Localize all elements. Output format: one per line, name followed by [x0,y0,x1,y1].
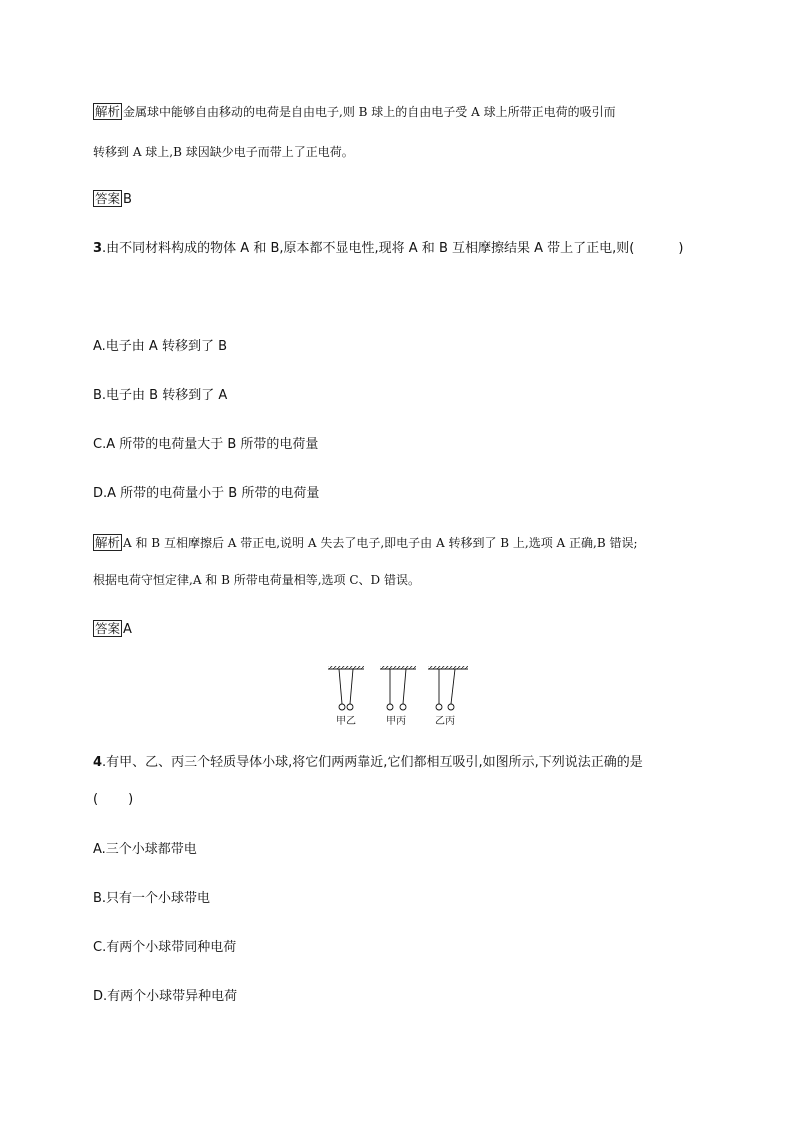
caption-pair-3: 乙丙 [435,716,455,727]
q3-option-b: B.电子由 B 转移到了 A [93,388,228,403]
ball-pair-2 [380,666,416,727]
question-text: .由不同材料构成的物体 A 和 B,原本都不显电性,现将 A 和 B 互相摩擦结果 A 带上了正电,则( [102,241,635,256]
q4-option-b: B.只有一个小球带电 [93,891,211,906]
question-number: 3 [93,241,103,256]
q3-analysis-line2: 根据电荷守恒定律,A 和 B 所带电荷量相等,选项 C、D 错误。 [93,573,420,587]
q2-answer [93,190,132,209]
q4-option-a: A.三个小球都带电 [93,842,197,857]
q3-analysis-line1 [93,534,638,553]
question-number: 4 [93,755,103,770]
suspended-balls-figure [326,664,472,732]
answer-value: B [123,192,132,207]
ball-pair-1 [328,666,364,727]
answer-value: A [123,622,132,637]
analysis-tag: 解析 [95,104,121,119]
caption-pair-2: 甲丙 [386,716,406,727]
paren-close: ) [128,792,134,807]
q4-option-c: C.有两个小球带同种电荷 [93,940,237,955]
analysis-tag: 解析 [95,535,121,550]
q4-stem [93,754,643,772]
q3-answer [93,620,132,639]
q3-option-a: A.电子由 A 转移到了 B [93,339,228,354]
analysis-text: A 和 B 互相摩擦后 A 带正电,说明 A 失去了电子,即电子由 A 转移到了 B 上,选项 A 正确,B 错误; [123,536,638,550]
q2-analysis-line1 [93,103,616,122]
analysis-text: 金属球中能够自由移动的电荷是自由电子,则 B 球上的自由电子受 A 球上所带正电荷的吸引而 [123,105,616,119]
paren-open: ( [93,792,99,807]
caption-pair-1: 甲乙 [336,716,356,727]
q4-answer-paren [93,791,133,809]
answer-tag: 答案 [95,621,121,636]
q3-option-d: D.A 所带的电荷量小于 B 所带的电荷量 [93,486,320,501]
q2-analysis-line2: 转移到 A 球上,B 球因缺少电子而带上了正电荷。 [93,145,354,159]
question-paren-close: ) [678,241,684,256]
q4-option-d: D.有两个小球带异种电荷 [93,989,238,1004]
answer-tag: 答案 [95,191,121,206]
q3-stem [93,240,683,258]
question-text: .有甲、乙、丙三个轻质导体小球,将它们两两靠近,它们都相互吸引,如图所示,下列说法正确的是 [102,755,643,770]
ball-pair-3 [428,666,468,727]
q3-option-c: C.A 所带的电荷量大于 B 所带的电荷量 [93,437,319,452]
